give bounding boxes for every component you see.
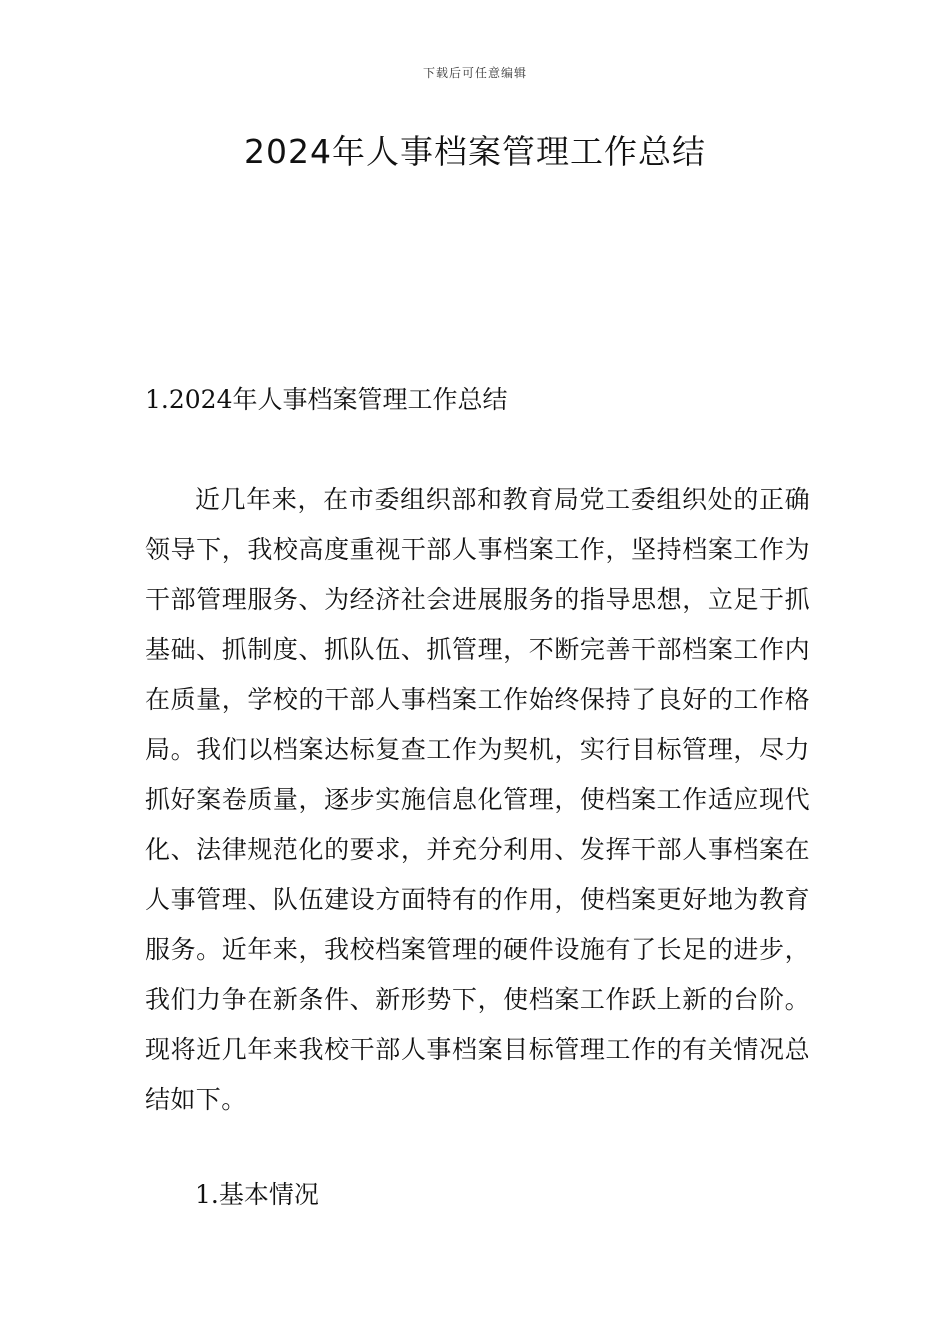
sub-heading: 1.基本情况 <box>195 1180 319 1209</box>
document-title: 2024年人事档案管理工作总结 <box>244 132 706 171</box>
header-note: 下载后可任意编辑 <box>422 66 527 80</box>
section-heading: 1.2024年人事档案管理工作总结 <box>145 385 508 414</box>
body-paragraph: 近几年来，在市委组织部和教育局党工委组织处的正确领导下，我校高度重视干部人事档案工作，坚持档案工作为干部管理服务、为经济社会进展服务的指导思想，立足于抓基础、抓制度、抓队伍、抓管理，不断完善干部档案工作内在质量，学校的干部人事档案工作始终保持了良好的工作格局。我们以档案达标复查工作为契机，实行目标管理，尽力抓好案卷质量，逐步实施信息化管理，使档案工作适应现代化、法律规范化的要求，并充分利用、发挥干部人事档案在人事管理、队伍建设方面特有的作用，使档案更好地为教育服务。近年来，我校档案管理的硬件设施有了长足的进步，我们力争在新条件、新形势下，使档案工作跃上新的台阶。现将近几年来我校干部人事档案目标管理工作的有关情况总结如下。 <box>145 485 810 1114</box>
